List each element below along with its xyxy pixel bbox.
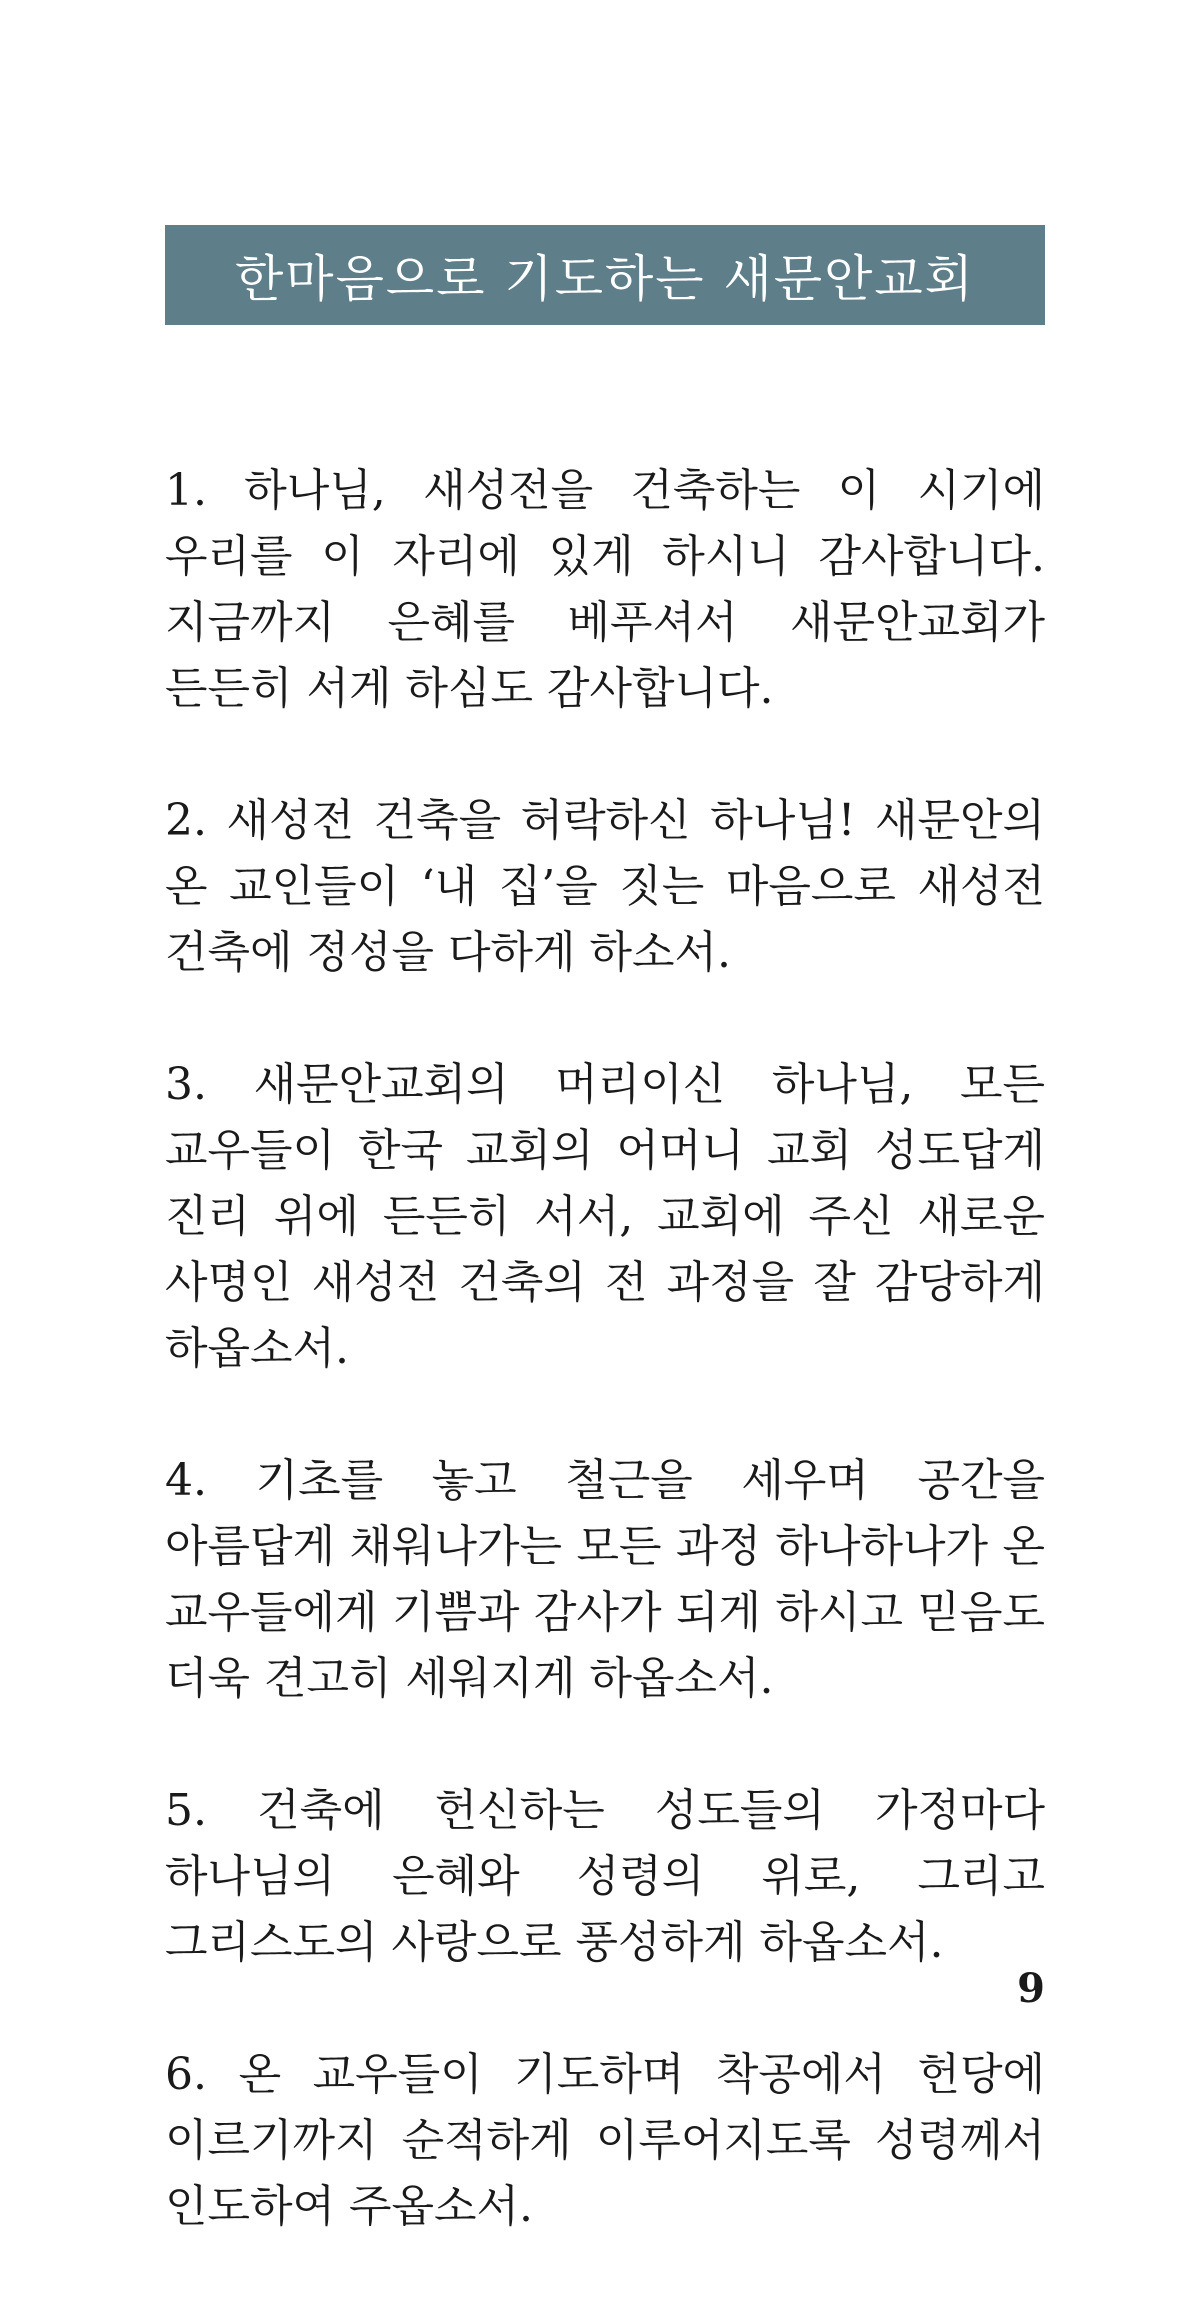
prayer-item-6: 6. 온 교우들이 기도하며 착공에서 헌당에 이르기까지 순적하게 이루어지도록 성령께서 인도하여 주옵소서.: [165, 2049, 1045, 2232]
prayer-item-4: 4. 기초를 놓고 철근을 세우며 공간을 아름답게 채워나가는 모든 과정 하나하나가 온 교우들에게 기쁨과 감사가 되게 하시고 믿음도 더욱 견고히 세워지게 하옵소서.: [165, 1455, 1045, 1704]
prayer-item-5: 5. 건축에 헌신하는 성도들의 가정마다 하나님의 은혜와 성령의 위로, 그리고 그리스도의 사랑으로 풍성하게 하옵소서.: [165, 1785, 1045, 1968]
page-number: 9: [1017, 1965, 1045, 2012]
prayer-item-2: 2. 새성전 건축을 허락하신 하나님! 새문안의 온 교인들이 ‘내 집’을 짓는 마음으로 새성전 건축에 정성을 다하게 하소서.: [165, 795, 1045, 978]
prayer-item-3: 3. 새문안교회의 머리이신 하나님, 모든 교우들이 한국 교회의 어머니 교회 성도답게 진리 위에 든든히 서서, 교회에 주신 새로운 사명인 새성전 건축의 전 과정을 잘 감당하게 하옵소서.: [165, 1059, 1045, 1374]
page-title: 한마음으로 기도하는 새문안교회: [235, 250, 975, 308]
prayer-list: [165, 458, 1045, 2306]
prayer-item-1: 1. 하나님, 새성전을 건축하는 이 시기에 우리를 이 자리에 있게 하시니 감사합니다. 지금까지 은혜를 베푸셔서 새문안교회가 든든히 서게 하심도 감사합니다.: [165, 465, 1045, 714]
title-banner: [165, 225, 1045, 325]
